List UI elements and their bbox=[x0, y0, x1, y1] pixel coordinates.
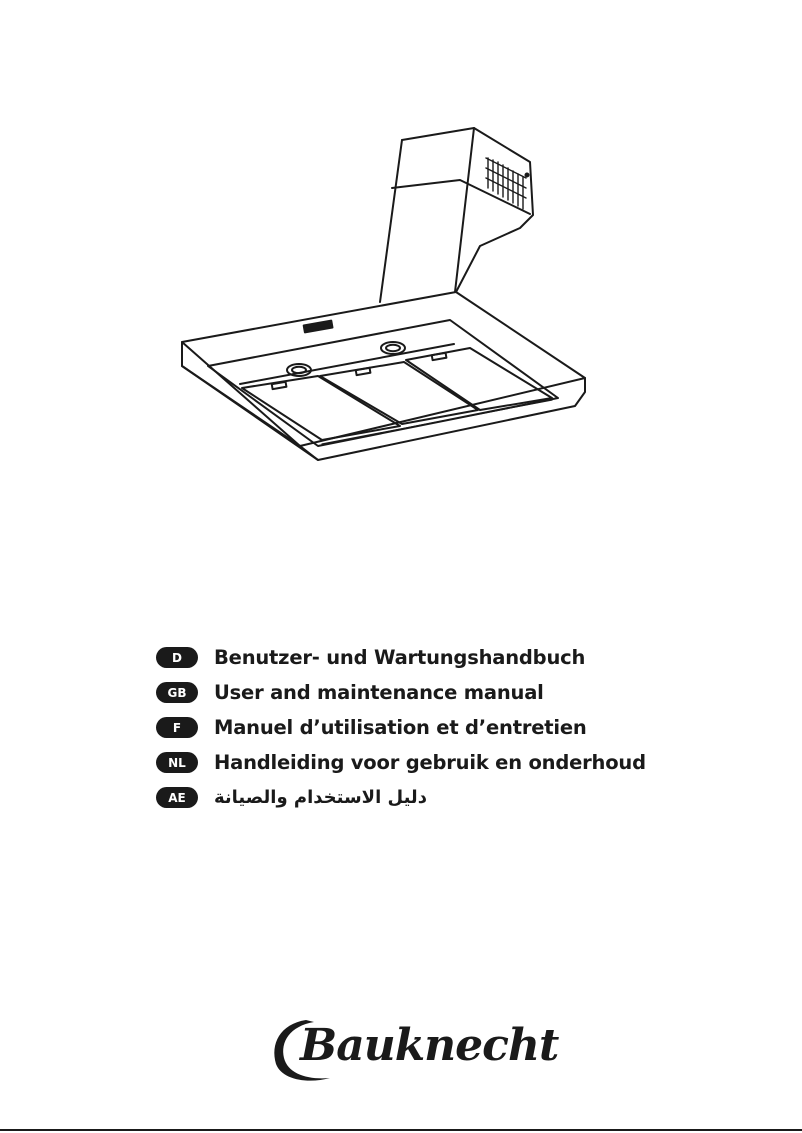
manual-title: Manuel d’utilisation et d’entretien bbox=[214, 716, 587, 739]
manual-title: Benutzer- und Wartungshandbuch bbox=[214, 646, 586, 669]
range-hood-illustration bbox=[0, 0, 802, 520]
language-item-nl bbox=[156, 745, 676, 780]
manual-title: Handleiding voor gebruik en onderhoud bbox=[214, 751, 646, 774]
bottom-rule bbox=[0, 1129, 802, 1131]
language-item-fr bbox=[156, 710, 676, 745]
manual-title: دليل الاستخدام والصيانة bbox=[214, 787, 427, 808]
language-badge: AE bbox=[156, 787, 198, 808]
language-badge: D bbox=[156, 647, 198, 668]
manual-title: User and maintenance manual bbox=[214, 681, 544, 704]
language-badge: GB bbox=[156, 682, 198, 703]
language-badge: F bbox=[156, 717, 198, 738]
language-item-de bbox=[156, 640, 676, 675]
language-item-gb bbox=[156, 675, 676, 710]
language-list bbox=[156, 640, 676, 815]
brand-name: Bauknecht bbox=[300, 1020, 559, 1071]
brand-logo bbox=[268, 1014, 559, 1086]
language-badge: NL bbox=[156, 752, 198, 773]
language-item-ae bbox=[156, 780, 676, 815]
